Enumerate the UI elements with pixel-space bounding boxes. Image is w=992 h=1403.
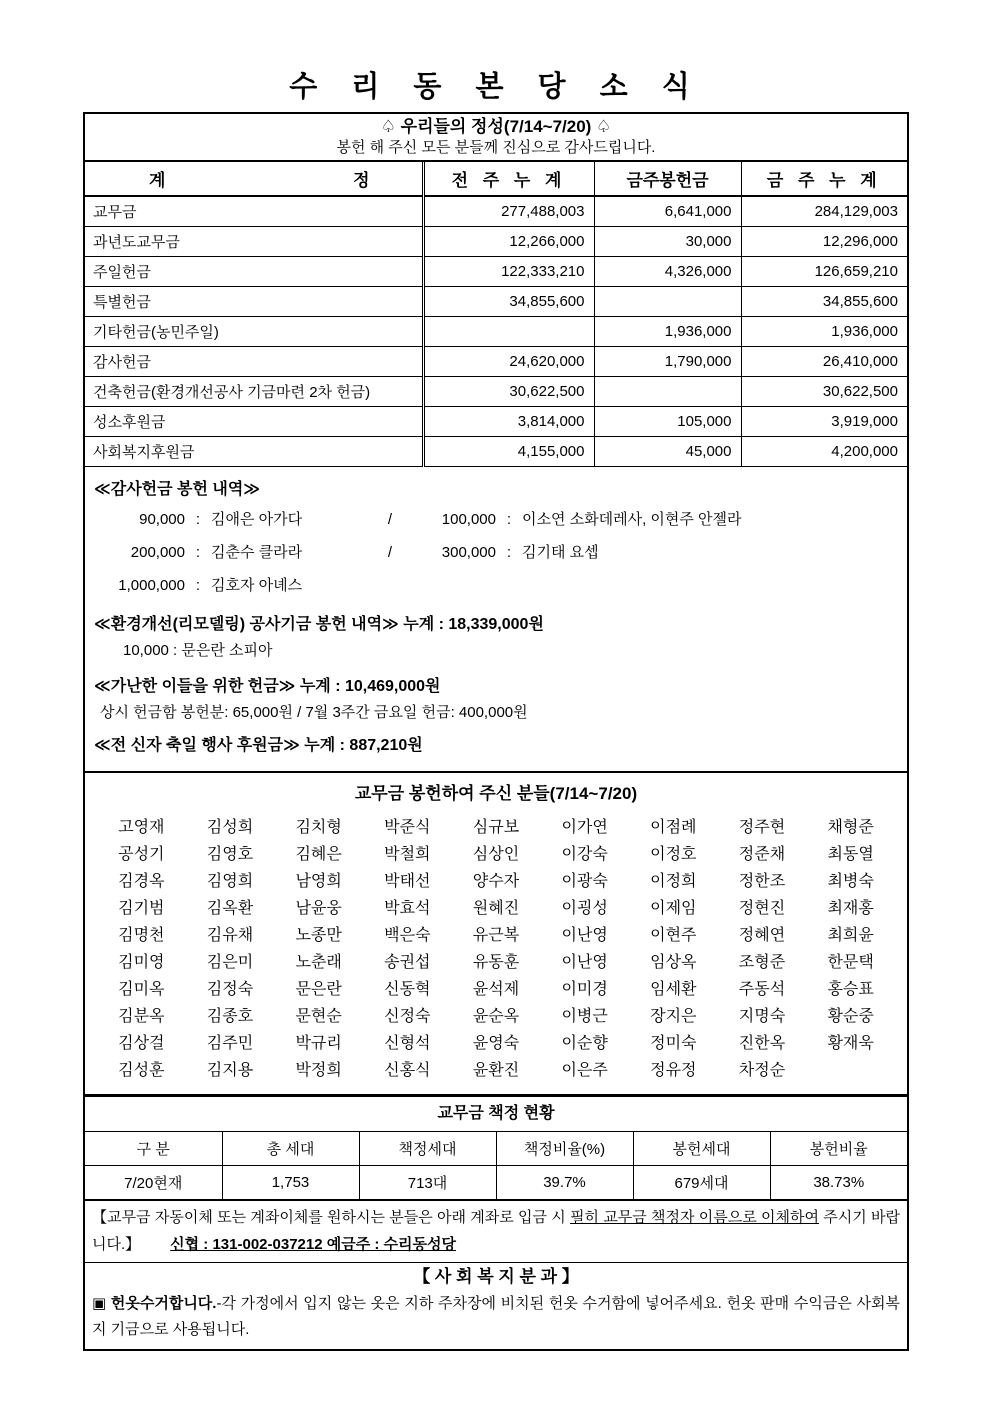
offering-row-label: 과년도교무금 xyxy=(85,226,423,256)
pledger-name: 노춘래 xyxy=(295,953,342,971)
pledger-name: 양수자 xyxy=(472,872,520,890)
prev-total-cell: 277,488,003 xyxy=(423,196,594,226)
welfare-notice-lead: ▣ 헌옷수거합니다. xyxy=(92,1294,217,1312)
feast-heading: ≪전 신자 축일 행사 후원금≫ 누계 : 887,210원 xyxy=(94,736,423,754)
offering-row-label: 교무금 xyxy=(85,196,423,226)
pledger-name: 이정희 xyxy=(650,872,697,890)
donor-name: 김애은 아가다 xyxy=(211,510,303,528)
offering-row-label: 기타헌금(농민주일) xyxy=(85,316,423,346)
assessment-value-cell: 39.7% xyxy=(496,1166,633,1199)
thanks-offering-row xyxy=(85,536,907,569)
pledger-name: 주동석 xyxy=(738,980,786,998)
column-header-week-offering: 금주봉헌금 xyxy=(594,162,741,196)
pledger-name: 최재홍 xyxy=(827,899,874,917)
pledger-row xyxy=(97,868,895,895)
pledger-names-grid xyxy=(85,814,907,1084)
page-title: 수 리 동 본 당 소 식 xyxy=(289,71,703,103)
pledger-name: 원혜진 xyxy=(472,899,520,917)
pledger-name: 문은란 xyxy=(295,980,342,998)
poor-detail: 상시 헌금함 봉헌분: 65,000원 / 7월 3주간 금요일 헌금: 400,000원 xyxy=(100,703,528,721)
pledger-name: 김정숙 xyxy=(206,980,254,998)
week-offering-cell: 105,000 xyxy=(594,406,741,436)
pledger-name: 박규리 xyxy=(295,1034,342,1052)
donor-name: 이소연 소화데레사, 이현주 안젤라 xyxy=(522,510,742,528)
week-total-cell: 26,410,000 xyxy=(741,346,907,376)
pledger-name: 김경옥 xyxy=(118,872,165,890)
details-section xyxy=(85,467,907,773)
offering-row-label: 사회복지후원금 xyxy=(85,436,423,466)
pledger-name: 신홍식 xyxy=(384,1061,431,1079)
assessment-value-cell: 7/20현재 xyxy=(85,1166,222,1199)
offering-row xyxy=(85,286,907,316)
offering-row xyxy=(85,406,907,436)
prev-total-cell: 4,155,000 xyxy=(423,436,594,466)
offering-row xyxy=(85,436,907,466)
assessment-column-header: 책정세대 xyxy=(359,1132,496,1166)
transfer-account: 신협 : 131-002-037212 예금주 : 수리동성당 xyxy=(170,1235,456,1253)
prev-total-cell: 122,333,210 xyxy=(423,256,594,286)
colon-separator: : xyxy=(195,510,201,528)
pledger-name: 김주민 xyxy=(206,1034,254,1052)
thanks-amount: 90,000 xyxy=(139,510,185,528)
column-header-account xyxy=(85,162,423,196)
welfare-section xyxy=(85,1262,907,1349)
assessment-column-header: 구 분 xyxy=(85,1132,222,1166)
pledger-name: 김종호 xyxy=(206,1007,254,1025)
pledger-name: 송권섭 xyxy=(384,953,431,971)
pledger-name: 이미경 xyxy=(561,980,608,998)
column-header-prev-total: 전 주 누 계 xyxy=(423,162,594,196)
pledger-name: 문현순 xyxy=(295,1007,342,1025)
pledger-name: 박정희 xyxy=(295,1061,342,1079)
prev-total-cell: 30,622,500 xyxy=(423,376,594,406)
pledger-name: 이병근 xyxy=(561,1007,608,1025)
pledger-name: 정미숙 xyxy=(650,1034,697,1052)
transfer-text: 【교무금 자동이체 또는 계좌이체를 원하시는 분들은 아래 계좌로 입금 시 xyxy=(92,1208,571,1226)
pledger-name: 이순향 xyxy=(561,1034,608,1052)
pledger-row xyxy=(97,1003,895,1030)
devotion-title: ♤ 우리들의 정성(7/14~7/20) ♤ xyxy=(380,117,612,136)
offering-table xyxy=(85,162,907,467)
donor-name: 김호자 아녜스 xyxy=(211,576,303,594)
pledger-name: 최동열 xyxy=(827,845,874,863)
thanks-list xyxy=(85,503,907,602)
pledger-name: 한문택 xyxy=(827,953,874,971)
pledgers-title: 교무금 봉헌하여 주신 분들(7/14~7/20) xyxy=(354,783,638,803)
pledger-name: 신정숙 xyxy=(384,1007,431,1025)
assessment-column-header: 책정비율(%) xyxy=(496,1132,633,1166)
assessment-value-cell: 679세대 xyxy=(633,1166,770,1199)
pledger-name: 황순중 xyxy=(827,1007,874,1025)
pledger-name: 최희윤 xyxy=(827,926,874,944)
pledger-name xyxy=(806,1057,895,1084)
prev-total-cell: 12,266,000 xyxy=(423,226,594,256)
pledger-name: 진한옥 xyxy=(738,1034,786,1052)
pledger-name: 김영희 xyxy=(206,872,254,890)
pledger-name: 김명천 xyxy=(118,926,165,944)
pledger-name: 김분옥 xyxy=(118,1007,165,1025)
offering-row xyxy=(85,376,907,406)
pledger-name: 김지용 xyxy=(206,1061,254,1079)
poor-heading: ≪가난한 이들을 위한 헌금≫ 누계 : 10,469,000원 xyxy=(94,677,441,695)
week-offering-cell xyxy=(594,286,741,316)
devotion-subtitle: 봉헌 해 주신 모든 분들께 진심으로 감사드립니다. xyxy=(336,139,656,156)
column-header-account-right: 정 xyxy=(353,171,370,190)
thanks-amount: 300,000 xyxy=(441,543,496,561)
offering-row xyxy=(85,196,907,226)
assessment-title: 교무금 책정 현황 xyxy=(85,1097,907,1132)
week-total-cell: 126,659,210 xyxy=(741,256,907,286)
pledger-name: 고영재 xyxy=(118,818,165,836)
transfer-text-end: 주시기 바랍니다.】 xyxy=(92,1208,900,1253)
pledger-name: 김혜은 xyxy=(295,845,342,863)
pledger-name: 심규보 xyxy=(472,818,520,836)
transfer-emphasis: 필히 교무금 책정자 이름으로 이체하여 xyxy=(570,1208,819,1226)
pledger-name: 임세환 xyxy=(650,980,697,998)
pledger-name: 백은숙 xyxy=(384,926,431,944)
week-offering-cell xyxy=(594,376,741,406)
week-total-cell: 3,919,000 xyxy=(741,406,907,436)
pledger-name: 박효석 xyxy=(384,899,431,917)
pledger-name: 임상옥 xyxy=(650,953,697,971)
assessment-header-row xyxy=(85,1132,907,1166)
thanks-heading: ≪감사헌금 봉헌 내역≫ xyxy=(94,480,261,498)
week-total-cell: 12,296,000 xyxy=(741,226,907,256)
transfer-notice xyxy=(85,1199,907,1262)
prev-total-cell: 24,620,000 xyxy=(423,346,594,376)
column-header-account-left: 계 xyxy=(149,171,166,190)
pledger-name: 박태선 xyxy=(384,872,431,890)
pledger-name: 이은주 xyxy=(561,1061,608,1079)
pledger-name: 박준식 xyxy=(384,818,431,836)
pledger-name: 윤순옥 xyxy=(472,1007,520,1025)
pledger-name: 최병숙 xyxy=(827,872,874,890)
pledger-name: 노종만 xyxy=(295,926,342,944)
pledger-name: 김성희 xyxy=(206,818,254,836)
remodel-detail: 10,000 : 문은란 소피아 xyxy=(123,641,273,659)
pledger-name: 홍승표 xyxy=(827,980,874,998)
pledger-name: 김기범 xyxy=(118,899,165,917)
assessment-value-cell: 1,753 xyxy=(222,1166,359,1199)
remodel-heading: ≪환경개선(리모델링) 공사기금 봉헌 내역≫ 누계 : 18,339,000원 xyxy=(94,615,544,633)
assessment-column-header: 봉헌세대 xyxy=(633,1132,770,1166)
assessment-column-header: 총 세대 xyxy=(222,1132,359,1166)
pledger-name: 채형준 xyxy=(827,818,874,836)
pledger-name: 김미옥 xyxy=(118,980,165,998)
offering-row-label: 주일헌금 xyxy=(85,256,423,286)
offering-row xyxy=(85,256,907,286)
offering-row xyxy=(85,316,907,346)
pledger-name: 황재욱 xyxy=(827,1034,874,1052)
week-offering-cell: 1,936,000 xyxy=(594,316,741,346)
pledger-name: 김영호 xyxy=(206,845,254,863)
donor-name: 김춘수 클라라 xyxy=(211,543,303,561)
pledger-name: 정준채 xyxy=(738,845,786,863)
pledger-row xyxy=(97,976,895,1003)
pledger-name: 김유채 xyxy=(206,926,254,944)
pledger-row xyxy=(97,814,895,841)
colon-separator: : xyxy=(506,543,512,561)
pledger-name: 이제임 xyxy=(650,899,697,917)
pledger-row xyxy=(97,922,895,949)
pledger-name: 정한조 xyxy=(738,872,786,890)
pledger-name: 윤영숙 xyxy=(472,1034,520,1052)
week-offering-cell: 1,790,000 xyxy=(594,346,741,376)
offering-row xyxy=(85,226,907,256)
assessment-table xyxy=(85,1132,907,1199)
pledger-name: 윤환진 xyxy=(472,1061,520,1079)
prev-total-cell: 34,855,600 xyxy=(423,286,594,316)
column-header-week-total: 금 주 누 계 xyxy=(741,162,907,196)
pledger-name: 정혜연 xyxy=(738,926,786,944)
slash-separator: / xyxy=(387,543,393,561)
pledger-name: 이현주 xyxy=(650,926,697,944)
pledger-name: 이난영 xyxy=(561,926,608,944)
prev-total-cell xyxy=(423,316,594,346)
pledger-name: 정현진 xyxy=(738,899,786,917)
pledger-row xyxy=(97,895,895,922)
pledger-name: 정유정 xyxy=(650,1061,697,1079)
devotion-header xyxy=(85,114,907,162)
pledger-name: 조형준 xyxy=(738,953,786,971)
pledger-name: 김옥환 xyxy=(206,899,254,917)
pledger-name: 김상걸 xyxy=(118,1034,165,1052)
assessment-data-row xyxy=(85,1166,907,1199)
pledger-name: 이난영 xyxy=(561,953,608,971)
pledger-name: 심상인 xyxy=(472,845,520,863)
pledger-row xyxy=(97,841,895,868)
pledger-name: 남영희 xyxy=(295,872,342,890)
thanks-offering-row xyxy=(85,503,907,536)
pledger-name: 이정호 xyxy=(650,845,697,863)
pledger-row xyxy=(97,949,895,976)
assessment-value-cell: 713대 xyxy=(359,1166,496,1199)
pledger-row xyxy=(97,1030,895,1057)
welfare-title: 【 사 회 복 지 분 과 】 xyxy=(413,1266,579,1286)
pledger-name: 신형석 xyxy=(384,1034,431,1052)
prev-total-cell: 3,814,000 xyxy=(423,406,594,436)
pledger-name: 박철희 xyxy=(384,845,431,863)
pledger-name: 지명숙 xyxy=(738,1007,786,1025)
pledger-name: 이광숙 xyxy=(561,872,608,890)
pledger-name: 유동훈 xyxy=(472,953,520,971)
pledger-name: 신동혁 xyxy=(384,980,431,998)
slash-separator: / xyxy=(387,510,393,528)
pledger-name: 공성기 xyxy=(118,845,165,863)
offering-header-row xyxy=(85,162,907,196)
pledger-name: 장지은 xyxy=(650,1007,697,1025)
pledger-name: 김치형 xyxy=(295,818,342,836)
offering-row-label: 성소후원금 xyxy=(85,406,423,436)
offering-row-label: 건축헌금(환경개선공사 기금마련 2차 헌금) xyxy=(85,376,423,406)
week-total-cell: 30,622,500 xyxy=(741,376,907,406)
pledger-name: 이강숙 xyxy=(561,845,608,863)
assessment-column-header: 봉헌비율 xyxy=(770,1132,907,1166)
thanks-amount: 200,000 xyxy=(130,543,185,561)
pledger-name: 김미영 xyxy=(118,953,165,971)
thanks-offering-row xyxy=(85,569,907,602)
week-total-cell: 284,129,003 xyxy=(741,196,907,226)
week-offering-cell: 30,000 xyxy=(594,226,741,256)
pledgers-section xyxy=(85,773,907,1097)
pledger-name: 이굉성 xyxy=(561,899,608,917)
week-offering-cell: 45,000 xyxy=(594,436,741,466)
thanks-amount: 1,000,000 xyxy=(118,576,185,594)
pledger-name: 김성훈 xyxy=(118,1061,165,1079)
bulletin-box xyxy=(83,112,909,1351)
welfare-notice xyxy=(85,1291,907,1349)
colon-separator: : xyxy=(195,576,201,594)
pledger-name: 남윤웅 xyxy=(295,899,342,917)
week-offering-cell: 6,641,000 xyxy=(594,196,741,226)
offering-row-label: 감사헌금 xyxy=(85,346,423,376)
colon-separator: : xyxy=(195,543,201,561)
pledger-name: 이점례 xyxy=(650,818,697,836)
offering-row xyxy=(85,346,907,376)
offering-row-label: 특별헌금 xyxy=(85,286,423,316)
thanks-amount: 100,000 xyxy=(441,510,496,528)
week-total-cell: 4,200,000 xyxy=(741,436,907,466)
pledger-row xyxy=(97,1057,895,1084)
assessment-value-cell: 38.73% xyxy=(770,1166,907,1199)
welfare-notice-body: -각 가정에서 입지 않는 옷은 지하 주차장에 비치된 헌옷 수거함에 넣어주세요. 헌옷 판매 수익금은 사회복지 기금으로 사용됩니다. xyxy=(92,1294,900,1338)
pledger-name: 이가연 xyxy=(561,818,608,836)
colon-separator: : xyxy=(506,510,512,528)
week-total-cell: 34,855,600 xyxy=(741,286,907,316)
donor-name: 김기태 요셉 xyxy=(522,543,599,561)
pledger-name: 유근복 xyxy=(472,926,520,944)
pledger-name: 차정순 xyxy=(738,1061,786,1079)
pledger-name: 윤석제 xyxy=(472,980,520,998)
week-total-cell: 1,936,000 xyxy=(741,316,907,346)
assessment-section xyxy=(85,1097,907,1199)
week-offering-cell: 4,326,000 xyxy=(594,256,741,286)
pledger-name: 김은미 xyxy=(206,953,254,971)
pledger-name: 정주현 xyxy=(738,818,786,836)
